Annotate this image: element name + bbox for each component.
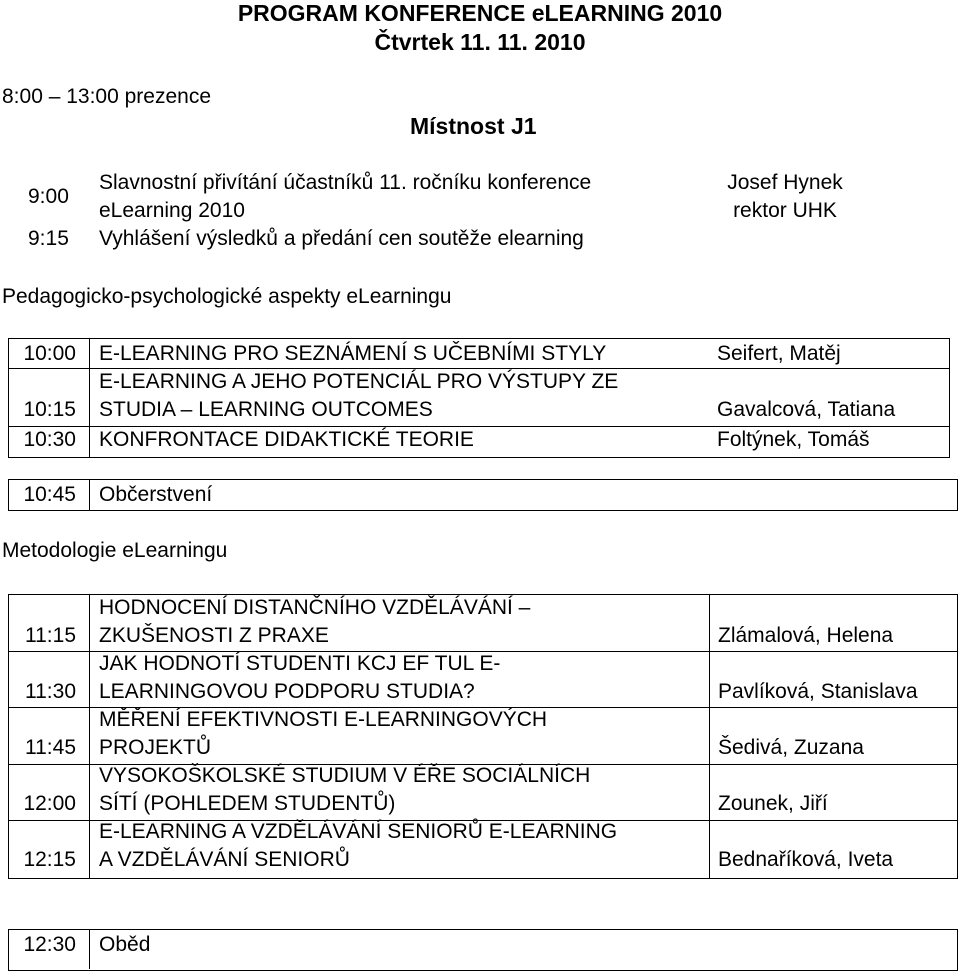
section-2-talk-1-line1: HODNOCENÍ DISTANČNÍHO VZDĚLÁVÁNÍ – [99, 596, 531, 619]
section-1-table-divider [89, 338, 90, 457]
section-2-talk-2-line1: JAK HODNOTÍ STUDENTI KCJ EF TUL E- [99, 652, 501, 675]
break-label: Občerstvení [99, 483, 213, 506]
section-1-speaker-3: Foltýnek, Tomáš [717, 428, 870, 451]
opening-time-2: 9:15 [28, 227, 69, 250]
opening-speaker-1-role: rektor UHK [733, 199, 837, 222]
section-2-time-5: 12:15 [23, 848, 76, 871]
section-2-talk-3-line2: PROJEKTŮ [99, 736, 212, 759]
opening-time-1: 9:00 [28, 185, 69, 208]
opening-talk-1-line2: eLearning 2010 [99, 199, 245, 222]
section-1-time-2: 10:15 [23, 398, 76, 421]
section-2-time-3: 11:45 [25, 736, 76, 759]
section-2-talk-2-line2: LEARNINGOVOU PODPORU STUDIA? [99, 680, 475, 703]
section-2-table-divider [709, 594, 710, 878]
opening-speaker-1: Josef Hynek [727, 171, 843, 194]
section-2-speaker-5: Bednaříková, Iveta [718, 848, 894, 871]
section-1-time-1: 10:00 [23, 342, 76, 365]
opening-talk-1-line1: Slavnostní přivítání účastníků 11. ročníku konference [99, 171, 592, 194]
section-2-speaker-4: Zounek, Jiří [718, 792, 828, 815]
section-2-talk-4-line2: SÍTÍ (POHLEDEM STUDENTŮ) [99, 792, 396, 815]
section-2-talk-5-line1: E-LEARNING A VZDĚLÁVÁNÍ SENIORŮ E-LEARNING [99, 820, 618, 843]
lunch-label: Oběd [99, 933, 151, 956]
section-1-speaker-1: Seifert, Matěj [717, 342, 841, 365]
break-table-divider [89, 479, 90, 510]
section-2-talk-1-line2: ZKUŠENOSTI Z PRAXE [99, 624, 329, 647]
section-1-heading: Pedagogicko-psychologické aspekty eLearningu [2, 285, 452, 308]
section-2-time-4: 12:00 [23, 792, 76, 815]
section-1-time-3: 10:30 [23, 428, 76, 451]
section-2-talk-4-line1: VYSOKOŠKOLSKÉ STUDIUM V ÉŘE SOCIÁLNÍCH [99, 764, 591, 787]
section-2-speaker-2: Pavlíková, Stanislava [718, 680, 918, 703]
section-1-talk-1: E-LEARNING PRO SEZNÁMENÍ S UČEBNÍMI STYLY [99, 342, 607, 365]
section-1-speaker-2: Gavalcová, Tatiana [717, 398, 896, 421]
section-2-speaker-3: Šedivá, Zuzana [718, 736, 864, 759]
section-1-talk-2-line2: STUDIA – LEARNING OUTCOMES [99, 398, 433, 421]
program-title: PROGRAM KONFERENCE eLEARNING 2010 [237, 0, 723, 26]
section-2-time-2: 11:30 [25, 680, 76, 703]
section-2-table-divider [89, 594, 90, 878]
section-1-talk-2-line1: E-LEARNING A JEHO POTENCIÁL PRO VÝSTUPY ZE [99, 370, 619, 393]
lunch-table-divider [89, 929, 90, 969]
lunch-table [8, 929, 958, 971]
section-2-heading: Metodologie eLearningu [2, 539, 228, 562]
section-2-talk-3-line1: MĚŘENÍ EFEKTIVNOSTI E-LEARNINGOVÝCH [99, 708, 548, 731]
section-2-talk-5-line2: A VZDĚLÁVÁNÍ SENIORŮ [99, 848, 350, 871]
break-time: 10:45 [23, 483, 76, 506]
section-2-time-1: 11:15 [25, 624, 76, 647]
section-2-speaker-1: Zlámalová, Helena [718, 624, 894, 647]
registration-time: 8:00 – 13:00 prezence [2, 85, 211, 108]
opening-talk-2: Vyhlášení výsledků a předání cen soutěže elearning [99, 227, 584, 250]
lunch-time: 12:30 [23, 933, 76, 956]
section-1-talk-3: KONFRONTACE DIDAKTICKÉ TEORIE [99, 428, 474, 451]
program-date: Čtvrtek 11. 11. 2010 [374, 29, 586, 55]
room-label: Místnost J1 [410, 113, 537, 139]
